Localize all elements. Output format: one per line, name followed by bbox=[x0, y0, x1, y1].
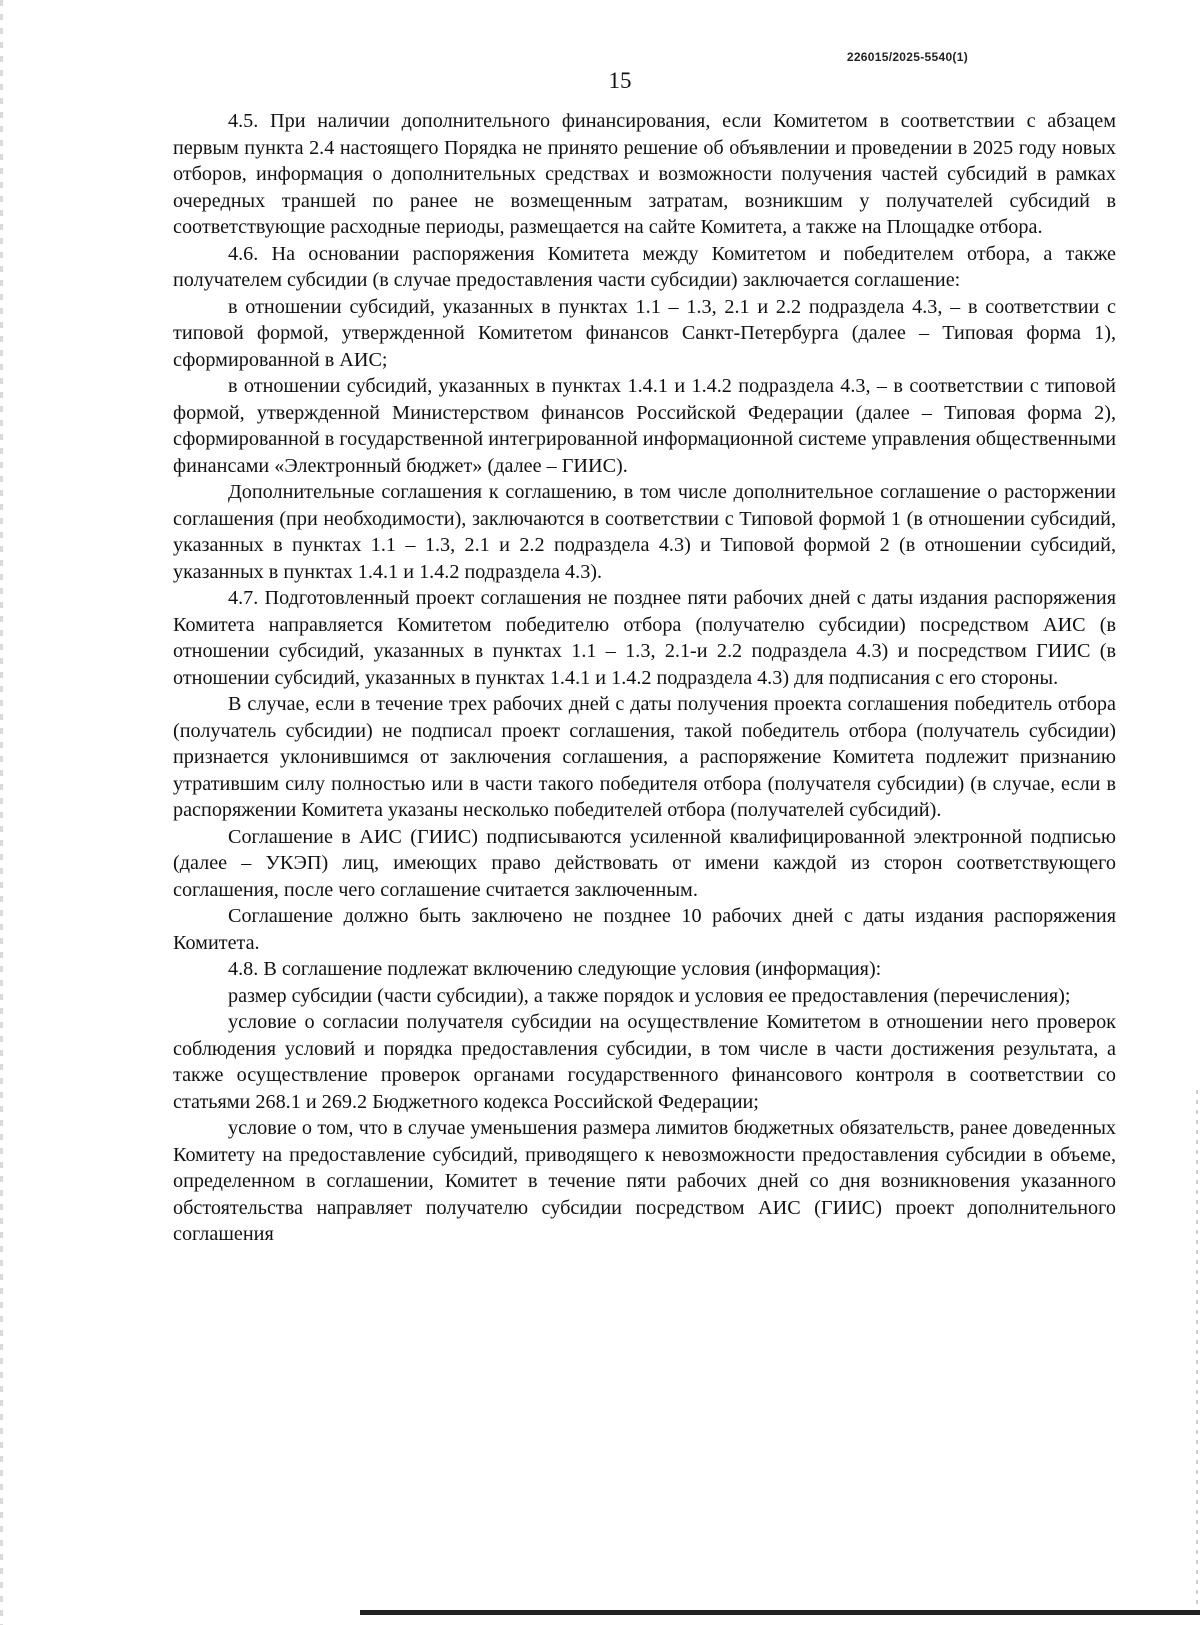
paragraph-additional-agreements: Дополнительные соглашения к соглашению, в том числе дополнительное соглашение о расторжении соглашения (при необходимости), заключаются в соответствии с Типовой формой 1 (в отношении субсидий, указанных в пунктах 1.1 – 1.3, 2.1 и 2.2 подраздела 4.3) и Типовой формой 2 (в отношении субсидий, указанных в пунктах 1.4.1 и 1.4.2 подраздела 4.3). bbox=[173, 481, 1116, 583]
paragraph-4-7: 4.7. Подготовленный проект соглашения не позднее пяти рабочих дней с даты издания распоряжения Комитета направляется Комитетом победителю отбора (получателю субсидии) посредством АИС (в отношении субсидий, указанных в пунктах 1.1 – 1.3, 2.1-и 2.2 подраздела 4.3) и посредством ГИИС (в отношении субсидий, указанных в пунктах 1.4.1 и 1.4.2 подраздела 4.3) для подписания с его стороны. bbox=[173, 587, 1116, 689]
scan-edge-left bbox=[0, 0, 3, 1625]
paragraph-deadline: Соглашение должно быть заключено не позднее 10 рабочих дней с даты издания распоряжения Комитета. bbox=[173, 905, 1116, 954]
scan-edge-bottom bbox=[360, 1610, 1200, 1615]
document-body bbox=[173, 108, 1116, 1248]
paragraph-limit-reduction: условие о том, что в случае уменьшения размера лимитов бюджетных обязательств, ранее доведенных Комитету на предоставление субсидий, приводящего к невозможности предоставления субсидии в объеме, определенном в соглашении, Комитет в течение пяти рабочих дней со дня возникновения указанного обстоятельства направляет получателю субсидии посредством АИС (ГИИС) проект дополнительного соглашения bbox=[173, 1117, 1116, 1245]
paragraph-subsidy-amount: размер субсидии (части субсидии), а также порядок и условия ее предоставления (перечисления); bbox=[228, 984, 1071, 1007]
document-registration-number: 226015/2025-5540(1) bbox=[846, 50, 968, 64]
paragraph-consent-checks: условие о согласии получателя субсидии на осуществление Комитетом в отношении него проверок соблюдения условий и порядка предоставления субсидии, в том числе в части достижения результата, а также осуществление проверок органами государственного финансового контроля в соответствии со статьями 268.1 и 269.2 Бюджетного кодекса Российской Федерации; bbox=[173, 1011, 1116, 1113]
page-number: 15 bbox=[608, 68, 632, 93]
scan-edge-right bbox=[1196, 1090, 1198, 1610]
paragraph-4-6: 4.6. На основании распоряжения Комитета между Комитетом и победителем отбора, а также получателем субсидии (в случае предоставления части субсидии) заключается соглашение: bbox=[173, 242, 1116, 291]
paragraph-evasion: В случае, если в течение трех рабочих дней с даты получения проекта соглашения победитель отбора (получатель субсидии) не подписал проект соглашения, такой победитель отбора (получатель субсидии) признается уклонившимся от заключения соглашения, а распоряжение Комитета подлежит признанию утратившим силу полностью или в части такого победителя отбора (получателя субсидии) (в случае, если в распоряжении Комитета указаны несколько победителей отбора (получателей субсидий). bbox=[173, 693, 1116, 821]
paragraph-4-6-typical-form-1: в отношении субсидий, указанных в пунктах 1.1 – 1.3, 2.1 и 2.2 подраздела 4.3, – в соответствии с типовой формой, утвержденной Комитетом финансов Санкт-Петербурга (далее – Типовая форма 1), сформированной в АИС; bbox=[173, 295, 1116, 371]
paragraph-4-8: 4.8. В соглашение подлежат включению следующие условия (информация): bbox=[228, 958, 882, 980]
paragraph-4-5: 4.5. При наличии дополнительного финансирования, если Комитетом в соответствии с абзацем первым пункта 2.4 настоящего Порядка не принято решение об объявлении и проведении в 2025 году новых отборов, информация о дополнительных средствах и возможности получения частей субсидий в рамках очередных траншей по ранее не возмещенным затратам, возникшим у получателей субсидий в соответствующие расходные периоды, размещается на сайте Комитета, а также на Площадке отбора. bbox=[173, 110, 1116, 238]
paragraph-4-6-typical-form-2: в отношении субсидий, указанных в пунктах 1.4.1 и 1.4.2 подраздела 4.3, – в соответствии с типовой формой, утвержденной Министерством финансов Российской Федерации (далее – Типовая форма 2), сформированной в государственной интегрированной информационной системе управления общественными финансами «Электронный бюджет» (далее – ГИИС). bbox=[173, 375, 1116, 477]
paragraph-signature: Соглашение в АИС (ГИИС) подписываются усиленной квалифицированной электронной подписью (далее – УКЭП) лиц, имеющих право действовать от имени каждой из сторон соответствующего соглашения, после чего соглашение считается заключенным. bbox=[173, 825, 1116, 901]
